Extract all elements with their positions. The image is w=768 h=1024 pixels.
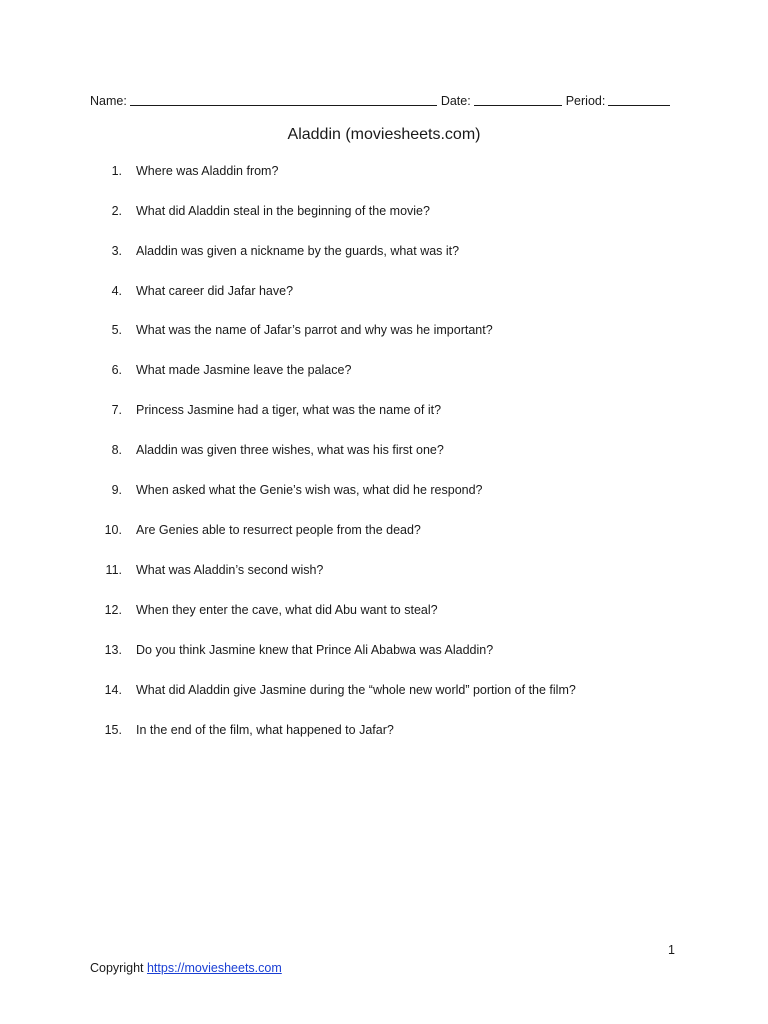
- question-number: 3.: [111, 244, 122, 258]
- question-text: What did Aladdin give Jasmine during the “whole new world” portion of the film?: [136, 683, 576, 697]
- question-text: When they enter the cave, what did Abu want to steal?: [136, 603, 438, 617]
- period-label: Period:: [565, 94, 606, 108]
- question-number: 5.: [111, 323, 122, 337]
- question-number: 11.: [105, 563, 122, 577]
- question-text: Do you think Jasmine knew that Prince Ali Ababwa was Aladdin?: [136, 643, 494, 657]
- question-text: What was Aladdin’s second wish?: [136, 563, 324, 577]
- question-text: In the end of the film, what happened to Jafar?: [136, 723, 394, 737]
- footer-copyright: [90, 961, 282, 975]
- question-number: 6.: [111, 363, 122, 377]
- header-fields: [90, 92, 680, 108]
- page-number: 1: [668, 943, 675, 957]
- question-number: 1.: [111, 164, 122, 178]
- question-text: What made Jasmine leave the palace?: [136, 363, 352, 377]
- question-text: What was the name of Jafar’s parrot and why was he important?: [136, 323, 493, 337]
- question-number: 10.: [104, 523, 122, 537]
- question-text: Where was Aladdin from?: [136, 164, 279, 178]
- question-number: 9.: [111, 483, 122, 497]
- question-text: What did Aladdin steal in the beginning of the movie?: [136, 204, 430, 218]
- date-blank-line: [474, 93, 562, 106]
- question-number: 12.: [104, 603, 122, 617]
- question-text: Princess Jasmine had a tiger, what was the name of it?: [136, 403, 442, 417]
- question-text: Aladdin was given a nickname by the guards, what was it?: [136, 244, 460, 258]
- question-number: 14.: [104, 683, 122, 697]
- question-number: 13.: [104, 643, 122, 657]
- date-label: Date:: [440, 94, 471, 108]
- name-label: Name:: [90, 94, 127, 108]
- question-number: 7.: [111, 403, 122, 417]
- question-text: When asked what the Genie’s wish was, what did he respond?: [136, 483, 483, 497]
- period-blank-line: [608, 93, 670, 106]
- question-text: Aladdin was given three wishes, what was his first one?: [136, 443, 444, 457]
- page-title: Aladdin (moviesheets.com): [287, 126, 481, 143]
- moviesheets-link[interactable]: https://moviesheets.com: [146, 961, 282, 975]
- question-number: 4.: [111, 284, 122, 298]
- question-text: What career did Jafar have?: [136, 284, 294, 298]
- question-number: 2.: [111, 204, 122, 218]
- question-number: 15.: [104, 723, 122, 737]
- question-number: 8.: [111, 443, 122, 457]
- copyright-label: Copyright: [90, 961, 144, 975]
- name-blank-line: [130, 93, 437, 106]
- question-text: Are Genies able to resurrect people from the dead?: [136, 523, 421, 537]
